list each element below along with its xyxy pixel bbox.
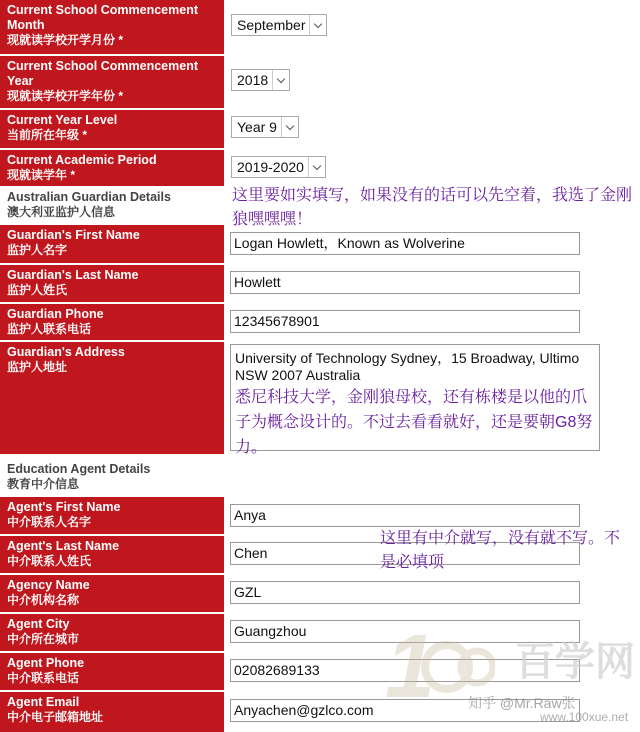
agent-last-name-input[interactable]: Chen [230, 542, 580, 565]
chevron-down-icon [309, 15, 326, 35]
guardian-last-name-input[interactable]: Howlett [230, 271, 580, 294]
label-cn: 监护人姓氏 [7, 283, 68, 297]
year-value: 2018 [237, 72, 269, 88]
label-academic-period [0, 150, 224, 188]
label-text: Agent's First Name [7, 500, 121, 514]
label-agent-last [0, 536, 224, 575]
address-annotation: 悉尼科技大学，金刚狼母校，还有栋楼是以他的爪子为概念设计的。不过去看看就好，还是要朝G8努力。 [235, 389, 593, 456]
label-guardian-last [0, 265, 224, 304]
label-text: Agent's Last Name [7, 539, 120, 553]
month-select[interactable] [231, 14, 327, 36]
guardian-first-name-input[interactable]: Logan Howlett，Known as Wolverine [230, 232, 580, 255]
agent-annotation: 这里有中介就写，没有就不写。不是必填项 [380, 530, 621, 571]
label-text: Agent City [7, 617, 70, 631]
label-text: Guardian's Last Name [7, 268, 139, 282]
label-cn: 监护人地址 [7, 360, 68, 374]
label-guardian-first [0, 225, 224, 265]
label-text: Guardian's First Name [7, 228, 140, 242]
label-cn: 中介联系人名字 [7, 515, 92, 529]
label-cn: 中介联系人姓氏 [7, 554, 92, 568]
month-value: September [237, 17, 306, 33]
label-cn: 监护人名字 [7, 243, 68, 257]
section-title-cn: 教育中介信息 [7, 477, 80, 491]
label-guardian-phone [0, 304, 224, 342]
label-guardian-address [0, 342, 224, 456]
watermark-brand: 百学网 [515, 640, 635, 684]
label-cn: 监护人联系电话 [7, 322, 92, 336]
label-year-level [0, 110, 224, 150]
guardian-address-textarea[interactable] [230, 344, 600, 456]
agent-city-input[interactable]: Guangzhou [230, 620, 580, 643]
guardian-phone-input[interactable]: 12345678901 [230, 310, 580, 333]
label-text: Current School Commencement Year [7, 59, 199, 88]
label-agent-first [0, 497, 224, 536]
label-agent-city [0, 614, 224, 653]
label-text: Agent Email [7, 695, 80, 709]
guardian-annotation: 这里要如实填写，如果没有的话可以先空着，我选了金刚狼嘿嘿嘿！ [232, 187, 633, 228]
agency-name-input[interactable]: GZL [230, 581, 580, 604]
label-text: Current School Commencement Month [7, 3, 199, 32]
label-text: Agent Phone [7, 656, 85, 670]
agent-phone-input[interactable]: 02082689133 [230, 659, 580, 682]
label-text: Current Academic Period [7, 153, 157, 167]
year-level-value: Year 9 [237, 119, 277, 135]
label-text: Current Year Level [7, 113, 118, 127]
label-agent-phone [0, 653, 224, 692]
label-commencement-month [0, 0, 224, 56]
agent-section-title [0, 459, 224, 497]
svg-text:1: 1 [385, 617, 436, 717]
label-cn: 中介联系电话 [7, 671, 80, 685]
label-cn: 现就读学校开学月份 * [7, 33, 124, 47]
watermark-site: 知乎 @Mr.Raw张 [468, 695, 576, 711]
chevron-down-icon [272, 70, 289, 90]
guardian-address-value: University of Technology Sydney，15 Broadway, Ultimo NSW 2007 Australia [235, 350, 580, 383]
label-text: Guardian Phone [7, 307, 104, 321]
label-agent-email [0, 692, 224, 732]
label-commencement-year [0, 56, 224, 110]
academic-period-value: 2019-2020 [237, 159, 304, 175]
label-cn: 现就读学年 * [7, 168, 76, 182]
section-title: Australian Guardian Details [7, 190, 171, 204]
agent-first-name-input[interactable]: Anya [230, 504, 580, 527]
watermark-url: www.100xue.net [540, 710, 629, 724]
section-title: Education Agent Details [7, 462, 151, 476]
label-cn: 现就读学校开学年份 * [7, 89, 124, 103]
guardian-section-title [0, 187, 224, 225]
section-title-cn: 澳大利亚监护人信息 [7, 205, 116, 219]
label-cn: 当前所在年级 * [7, 128, 88, 142]
label-cn: 中介所在城市 [7, 632, 80, 646]
label-cn: 中介电子邮箱地址 [7, 710, 104, 724]
chevron-down-icon [308, 157, 325, 177]
label-text: Agency Name [7, 578, 90, 592]
label-cn: 中介机构名称 [7, 593, 80, 607]
agent-email-input[interactable]: Anyachen@gzlco.com [230, 699, 580, 722]
year-level-select[interactable] [231, 116, 299, 138]
label-agency-name [0, 575, 224, 614]
year-select[interactable] [231, 69, 290, 91]
academic-period-select[interactable] [231, 156, 326, 178]
label-text: Guardian's Address [7, 345, 125, 359]
chevron-down-icon [281, 117, 298, 137]
